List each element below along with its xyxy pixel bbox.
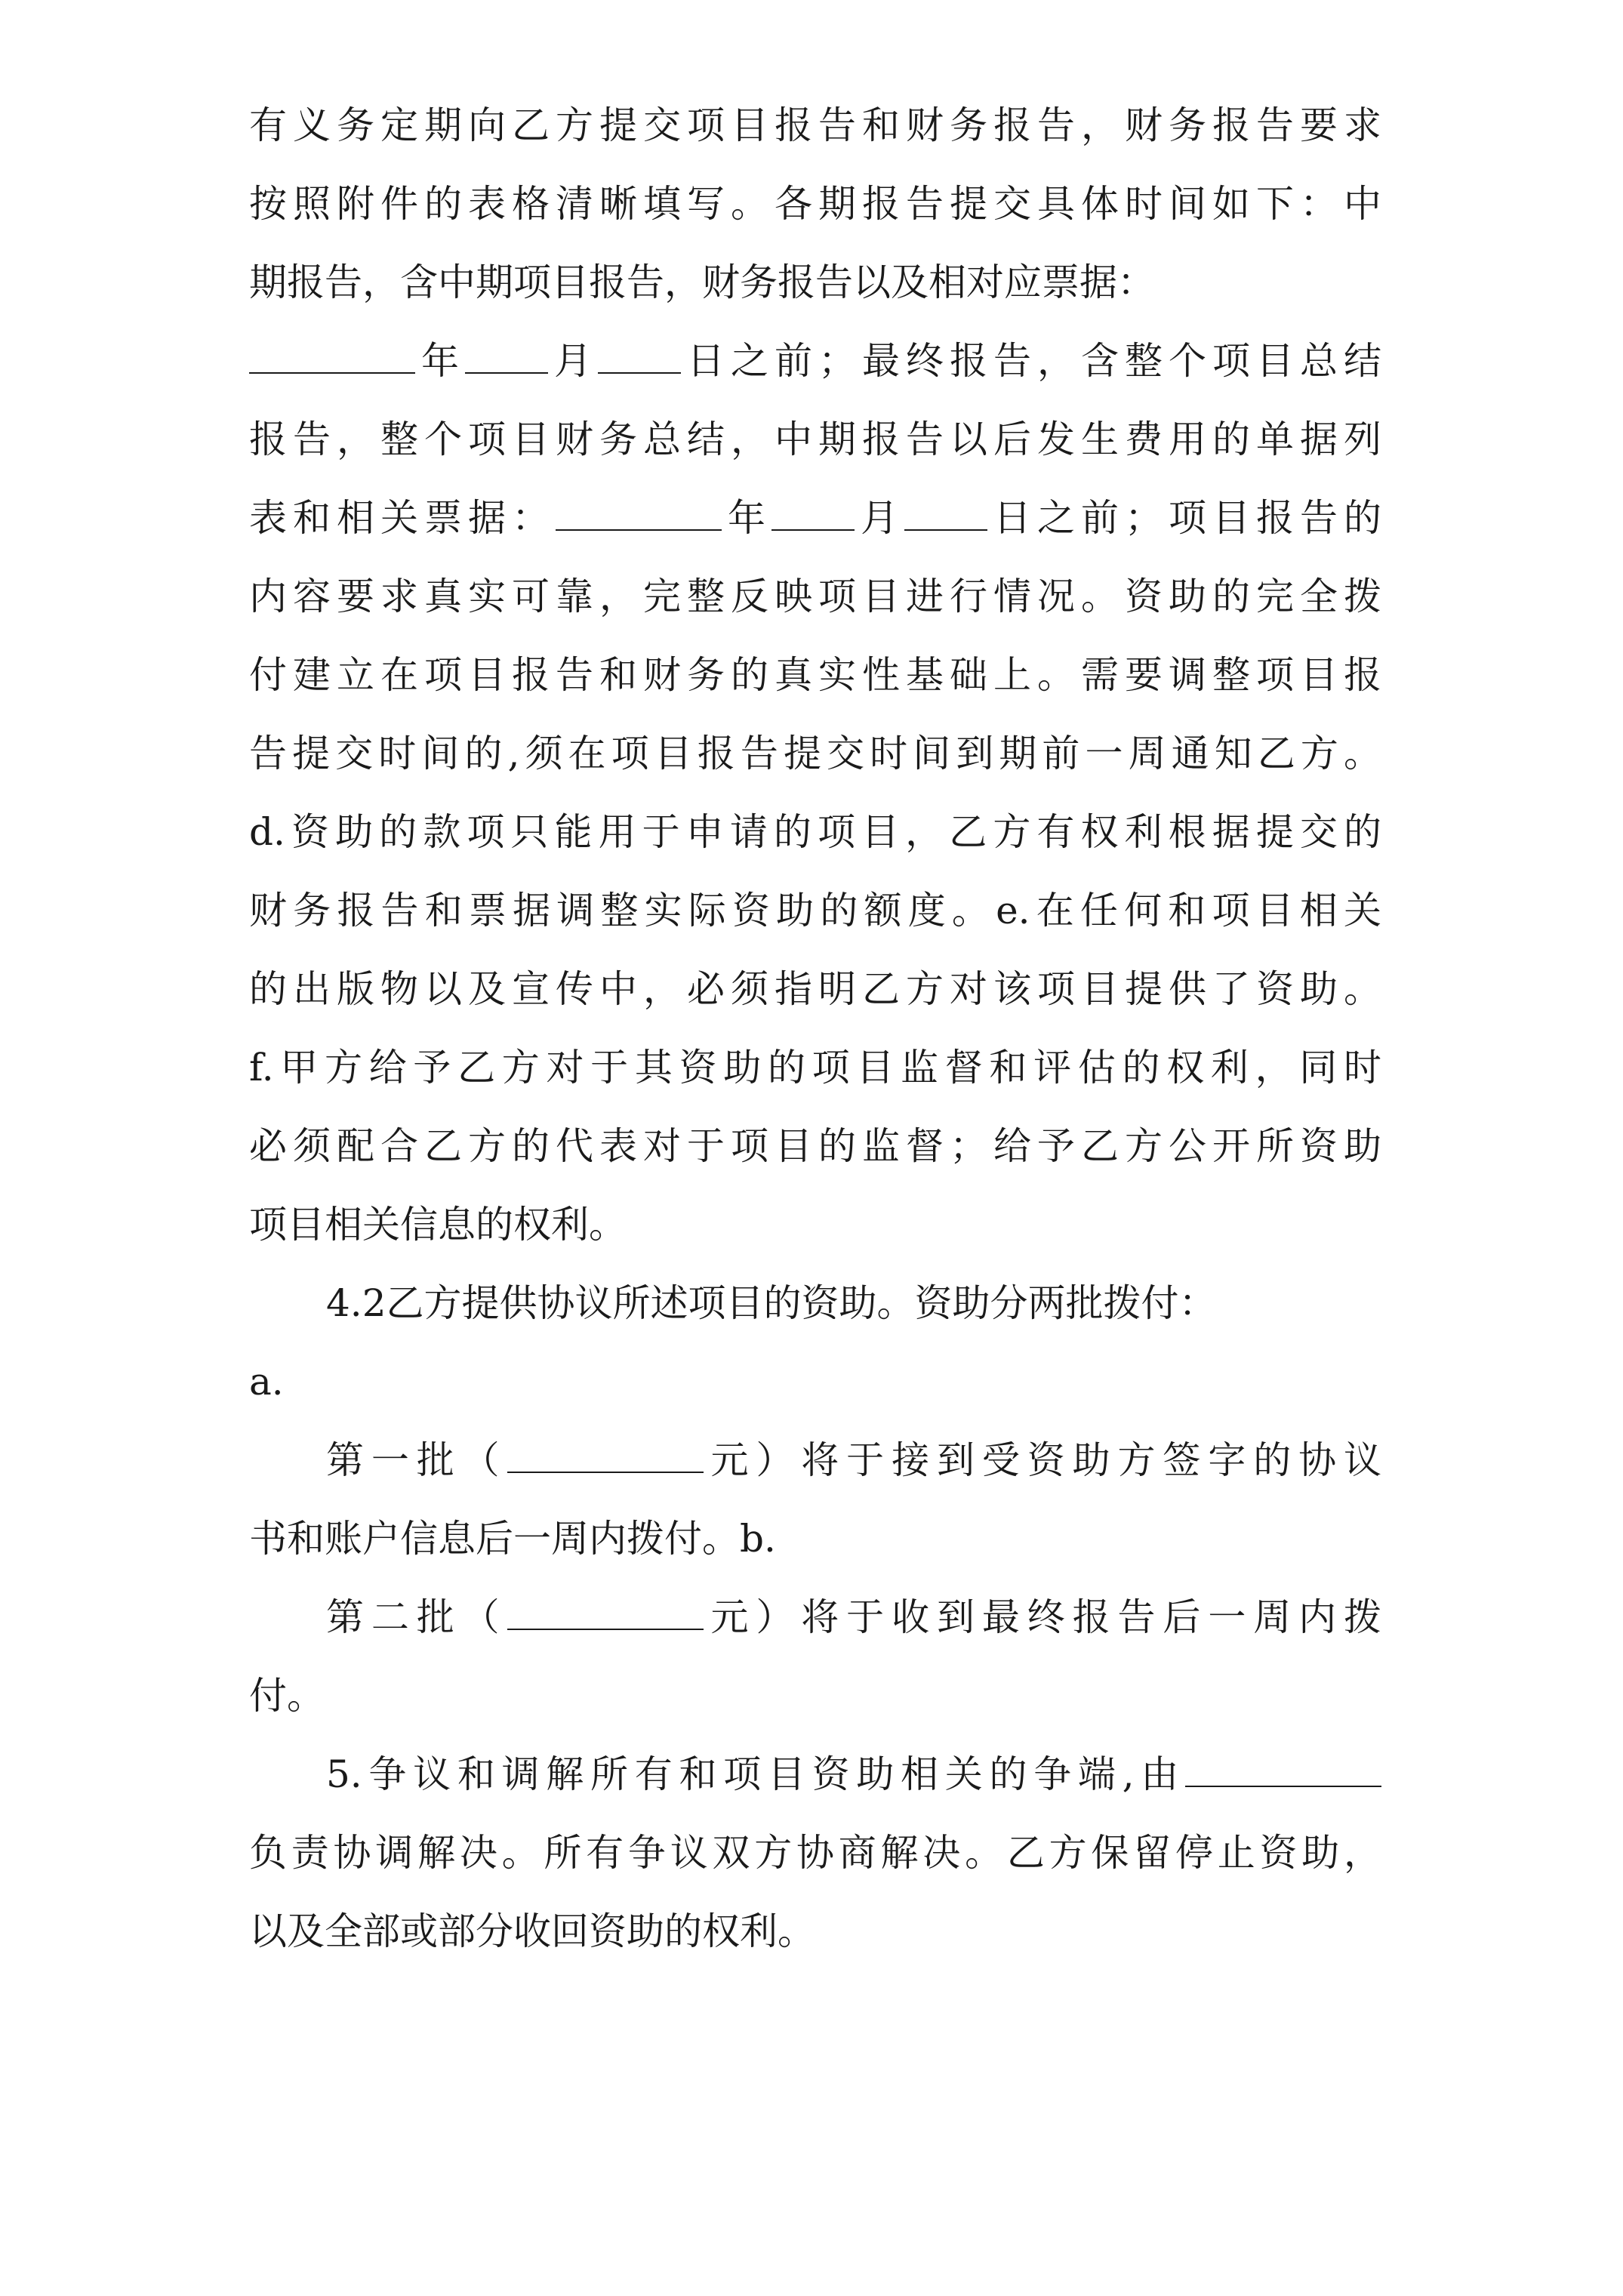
text-line: 告提交时间的,须在项目报告提交时间到期前一周通知乙方。 [249, 732, 1381, 775]
text-line: 4.2乙方提供协议所述项目的资助。资助分两批拨付： [326, 1281, 1217, 1325]
text-line: 内容要求真实可靠，完整反映项目进行情况。资助的完全拨 [249, 575, 1381, 618]
text-segment: 第一批（ [326, 1438, 507, 1482]
text-line [249, 488, 1381, 548]
text-line [249, 331, 1381, 391]
text-line: 以及全部或部分收回资助的权利。 [249, 1909, 815, 1953]
blank-year[interactable] [249, 336, 415, 374]
text-line: 付。 [249, 1674, 325, 1718]
text-line [326, 1744, 1381, 1804]
text-line: 项目相关信息的权利。 [249, 1203, 627, 1247]
text-line: 财务报告和票据调整实际资助的额度。e.在任何和项目相关 [249, 889, 1381, 932]
blank-day[interactable] [598, 336, 681, 374]
text-line [326, 1430, 1381, 1490]
text-line [326, 1587, 1381, 1647]
text-segment: 日之前；最终报告，含整个项目总结 [681, 339, 1381, 383]
text-line: 必须配合乙方的代表对于项目的监督；给予乙方公开所资助 [249, 1124, 1381, 1168]
blank-amount-second[interactable] [507, 1592, 704, 1630]
blank-year[interactable] [556, 493, 722, 531]
text-segment: 年 [722, 496, 771, 540]
text-segment: 5.争议和调解所有和项目资助相关的争端,由 [326, 1752, 1185, 1796]
text-segment: 月 [548, 339, 598, 383]
text-segment: 月 [855, 496, 904, 540]
text-segment: 日之前；项目报告的 [987, 496, 1381, 540]
text-line: f.甲方给予乙方对于其资助的项目监督和评估的权利，同时 [249, 1046, 1381, 1089]
text-segment: 第二批（ [326, 1595, 507, 1639]
text-line: 负责协调解决。所有争议双方协商解决。乙方保留停止资助， [249, 1831, 1381, 1875]
text-line: 的出版物以及宣传中，必须指明乙方对该项目提供了资助。 [249, 967, 1381, 1011]
text-segment: 表和相关票据： [249, 496, 556, 540]
text-segment: 元）将于接到受资助方签字的协议 [703, 1438, 1381, 1482]
blank-day[interactable] [904, 493, 987, 531]
text-segment: 年 [415, 339, 465, 383]
blank-amount-first[interactable] [507, 1435, 704, 1473]
text-segment: 元）将于收到最终报告后一周内拨 [703, 1595, 1381, 1639]
text-line: a. [249, 1360, 284, 1404]
text-line: 有义务定期向乙方提交项目报告和财务报告，财务报告要求 [249, 103, 1381, 147]
blank-mediator[interactable] [1185, 1749, 1381, 1787]
text-line: 报告，整个项目财务总结，中期报告以后发生费用的单据列 [249, 418, 1381, 461]
text-line: 付建立在项目报告和财务的真实性基础上。需要调整项目报 [249, 653, 1381, 697]
blank-month[interactable] [771, 493, 855, 531]
text-line: 书和账户信息后一周内拨付。b. [249, 1517, 776, 1561]
text-line: 期报告，含中期项目报告，财务报告以及相对应票据： [249, 260, 1155, 304]
text-line: 按照附件的表格清晰填写。各期报告提交具体时间如下：中 [249, 182, 1381, 226]
blank-month[interactable] [465, 336, 548, 374]
text-line: d.资助的款项只能用于申请的项目，乙方有权利根据提交的 [249, 810, 1381, 854]
